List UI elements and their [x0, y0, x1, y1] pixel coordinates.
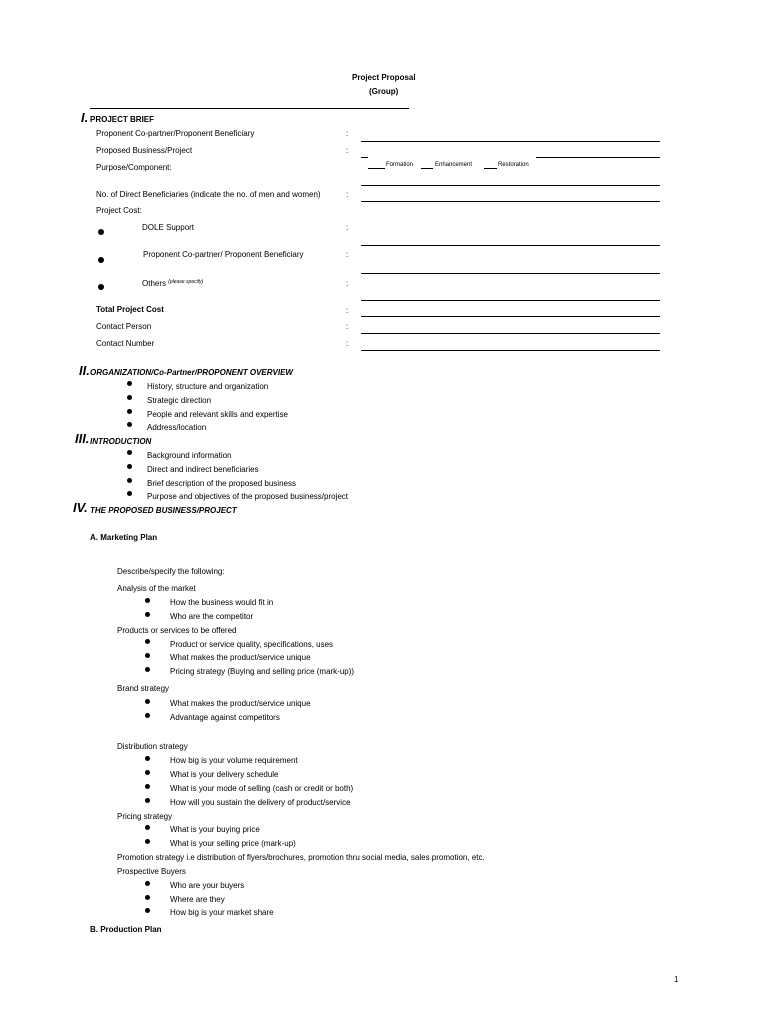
bullet	[145, 598, 150, 603]
list-item: How will you sustain the delivery of product/service	[170, 798, 351, 807]
bullet	[145, 908, 150, 913]
pricing-label: Pricing strategy	[117, 812, 173, 821]
section-1-heading: PROJECT BRIEF	[90, 115, 155, 124]
document-title: Project Proposal	[352, 73, 416, 82]
section-2-heading: ORGANIZATION/Co-Partner/PROPONENT OVERVIEW	[90, 368, 293, 377]
field-line-purpose[interactable]	[361, 185, 660, 186]
section-2-numeral: II.	[79, 363, 90, 378]
field-line-business[interactable]	[536, 157, 660, 158]
field-line-proponent-cost[interactable]	[361, 273, 660, 274]
bullet	[145, 895, 150, 900]
title-underline	[90, 108, 409, 109]
promotion-label: Promotion strategy i.e distribution of flyers/brochures, promotion thru social media, sales promotion, etc.	[117, 853, 485, 862]
field-line-contact-person[interactable]	[361, 333, 660, 334]
list-item: Where are they	[170, 895, 225, 904]
list-item: History, structure and organization	[147, 382, 269, 391]
list-item: Strategic direction	[147, 396, 212, 405]
section-3-numeral: III.	[75, 431, 90, 446]
bullet	[145, 770, 150, 775]
field-label-proponent: Proponent Co-partner/Proponent Beneficiary	[96, 129, 255, 138]
bullet	[145, 881, 150, 886]
list-item: People and relevant skills and expertise	[147, 410, 288, 419]
bullet	[145, 798, 150, 803]
colon: :	[346, 322, 349, 331]
analysis-label: Analysis of the market	[117, 584, 196, 593]
colon: :	[346, 223, 349, 232]
field-label-proponent-cost: Proponent Co-partner/ Proponent Beneficiary	[143, 250, 304, 259]
list-item: Who are your buyers	[170, 881, 245, 890]
page-number: 1	[674, 975, 679, 984]
colon: :	[346, 306, 349, 315]
bullet	[127, 450, 132, 455]
buyers-label: Prospective Buyers	[117, 867, 186, 876]
marketing-plan-heading: A. Marketing Plan	[90, 533, 158, 542]
list-item: Background information	[147, 451, 232, 460]
list-item: What is your delivery schedule	[170, 770, 279, 779]
colon: :	[346, 339, 349, 348]
bullet	[127, 409, 132, 414]
bullet	[145, 612, 150, 617]
option-formation: Formation	[386, 162, 414, 168]
colon: :	[346, 250, 349, 259]
field-line-proponent[interactable]	[361, 141, 660, 142]
list-item: How big is your volume requirement	[170, 756, 298, 765]
option-blank-enhancement[interactable]	[421, 168, 433, 169]
field-label-beneficiaries: No. of Direct Beneficiaries (indicate the no. of men and women)	[96, 190, 321, 199]
bullet	[145, 825, 150, 830]
list-item: Product or service quality, specifications, uses	[170, 640, 334, 649]
option-restoration: Restoration	[498, 162, 529, 168]
bullet	[145, 756, 150, 761]
option-blank-formation[interactable]	[368, 168, 385, 169]
bullet	[98, 229, 104, 235]
field-line-business-short[interactable]	[361, 157, 368, 158]
field-label-total: Total Project Cost	[96, 305, 164, 314]
brand-label: Brand strategy	[117, 684, 170, 693]
bullet	[145, 639, 150, 644]
colon: :	[346, 129, 349, 138]
list-item: Advantage against competitors	[170, 713, 280, 722]
list-item: Direct and indirect beneficiaries	[147, 465, 259, 474]
list-item: How big is your market share	[170, 908, 274, 917]
bullet	[127, 422, 132, 427]
bullet	[145, 667, 150, 672]
production-plan-heading: B. Production Plan	[90, 925, 162, 934]
section-4-numeral: IV.	[73, 500, 88, 515]
bullet	[127, 464, 132, 469]
field-label-contact-number: Contact Number	[96, 339, 155, 348]
bullet	[98, 257, 104, 263]
field-line-dole[interactable]	[361, 245, 660, 246]
bullet	[145, 653, 150, 658]
list-item: How the business would fit in	[170, 598, 274, 607]
bullet	[145, 839, 150, 844]
list-item: Who are the competitor	[170, 612, 254, 621]
list-item: What is your buying price	[170, 825, 260, 834]
colon: :	[346, 279, 349, 288]
colon: :	[346, 190, 349, 199]
list-item: Address/location	[147, 423, 207, 432]
list-item: What makes the product/service unique	[170, 653, 311, 662]
bullet	[127, 381, 132, 386]
list-item: What is your selling price (mark-up)	[170, 839, 296, 848]
bullet	[98, 284, 104, 290]
bullet	[127, 491, 132, 496]
bullet	[127, 395, 132, 400]
list-item: What is your mode of selling (cash or credit or both)	[170, 784, 354, 793]
section-3-heading: INTRODUCTION	[90, 437, 152, 446]
section-4-heading: THE PROPOSED BUSINESS/PROJECT	[90, 506, 237, 515]
others-note: (please specify)	[168, 279, 204, 285]
others-text: Others	[142, 279, 167, 288]
list-item: What makes the product/service unique	[170, 699, 311, 708]
field-label-dole: DOLE Support	[142, 223, 195, 232]
list-item: Pricing strategy (Buying and selling price (mark-up))	[170, 667, 355, 676]
bullet	[127, 478, 132, 483]
field-label-contact-person: Contact Person	[96, 322, 152, 331]
field-line-others[interactable]	[361, 300, 660, 301]
field-label-business: Proposed Business/Project	[96, 146, 193, 155]
field-label-others	[142, 277, 203, 289]
list-item: Purpose and objectives of the proposed business/project	[147, 492, 349, 501]
distribution-label: Distribution strategy	[117, 742, 188, 751]
field-line-contact-number[interactable]	[361, 350, 660, 351]
colon: :	[346, 146, 349, 155]
bullet	[145, 713, 150, 718]
field-label-cost: Project Cost:	[96, 206, 142, 215]
option-blank-restoration[interactable]	[484, 168, 497, 169]
document-subtitle: (Group)	[369, 87, 399, 96]
option-enhancement: Enhancement	[435, 162, 473, 168]
bullet	[145, 699, 150, 704]
products-label: Products or services to be offered	[117, 626, 237, 635]
list-item: Brief description of the proposed business	[147, 479, 296, 488]
field-line-beneficiaries[interactable]	[361, 201, 660, 202]
bullet	[145, 784, 150, 789]
field-label-purpose: Purpose/Component:	[96, 163, 172, 172]
field-line-total[interactable]	[361, 316, 660, 317]
describe-label: Describe/specify the following:	[117, 567, 225, 576]
section-1-numeral: I.	[81, 110, 89, 125]
